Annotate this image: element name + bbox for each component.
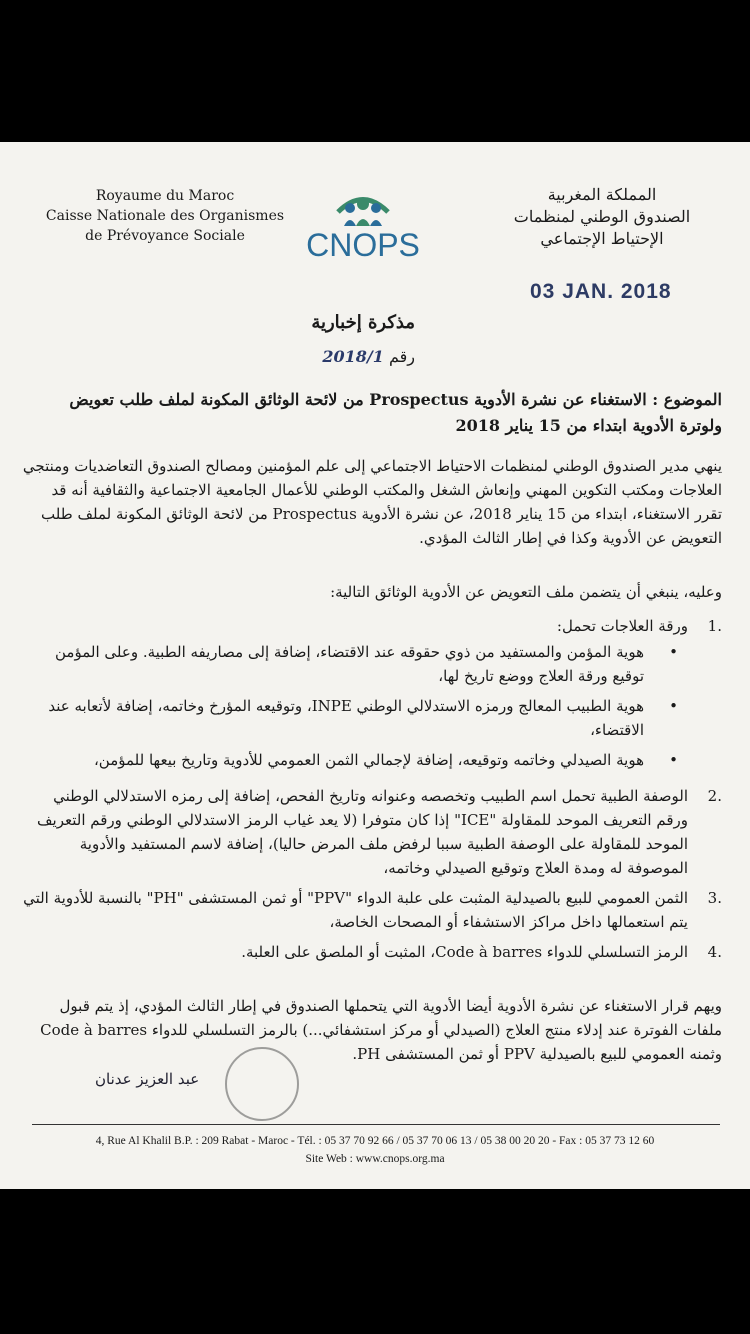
item-number: .2 [707,787,722,805]
official-stamp [225,1047,299,1121]
bullet-icon: • [669,643,678,661]
bullet-icon: • [669,697,678,715]
paragraph-intro: ينهي مدير الصندوق الوطني لمنظمات الاحتياط الاجتماعي إلى علم المؤمنين ومصالح الصندوق التعاضديات ومنتجي العلاجات ومكتب التكوين المهني وإنعاش الشغل والمكتب الوطني للأعمال الجامعية الاجتماعية والثقافية أنه قد تقرر الاستغناء، ابتداء من 15 يناير 2018، عن نشرة الأدوية Prospectus من لائحة الوثائق المكونة لملف طلب التعويض عن الأدوية وكذا في إطار الثالث المؤدي. [22,457,722,547]
item-text: ورقة العلاجات تحمل: [556,617,688,635]
item-number: .1 [707,617,722,635]
bullet-item [22,640,688,688]
bullet-text: هوية الطبيب المعالج ورمزه الاستدلالي الوطني INPE، وتوقيعه المؤرخ وخاتمه، إضافة لأتعابه عند الاقتضاء، [48,697,644,739]
cnops-logo [298,182,428,272]
header-ar-line: المملكة المغربية [547,185,657,204]
header-fr-line: Caisse Nationale des Organismes [45,208,285,224]
family-icon [298,182,428,232]
item-number: .3 [707,889,722,907]
signature: عبد العزيز عدنان [95,1070,200,1088]
bullet-text: هوية المؤمن والمستفيد من ذوي حقوقه عند الاقتضاء، إضافة إلى مصاريفه الطبية. وعلى المؤمن توقيع ورقة العلاج ووضع تاريخ لها، [55,643,644,685]
header-fr-line: Royaume du Maroc [95,188,235,204]
paragraph-closing: ويهم قرار الاستغناء عن نشرة الأدوية أيضا الأدوية التي يتحملها الصندوق في إطار الثالث المؤدي، إذ يتم قبول ملفات الفوترة عند إدلاء منتج العلاج (الصيدلي أو مركز استشفائي...) بالرمز التسلسلي للدواء Code à barres وثمنه العمومي للبيع بالصيدلية PPV أو ثمن المستشفى PH. [40,997,722,1063]
item-number: .4 [707,943,722,961]
reference-number [322,347,415,366]
header-ar-line: الإحتياط الإجتماعي [540,229,664,248]
list-item [22,886,722,934]
header-fr-line: de Prévoyance Sociale [85,228,245,244]
bullet-item [22,748,688,772]
ref-value: 2018/1 [322,347,384,366]
documents-list [22,614,722,970]
website-link[interactable]: www.cnops.org.ma [355,1153,445,1165]
list-item [22,614,722,778]
document-page [0,142,750,1189]
list-item [22,940,722,964]
footer [30,1132,720,1168]
footer-website [30,1150,720,1168]
paragraph-list-intro: وعليه، ينبغي أن يتضمن ملف التعويض عن الأدوية الوثائق التالية: [330,583,722,601]
item-text: الثمن العمومي للبيع بالصيدلية المثبت على علبة الدواء "PPV" أو ثمن المستشفى "PH" بالنسبة للأدوية التي يتم استعمالها داخل مراكز الاستشفاء أو المصحات الخاصة، [23,889,688,931]
date-stamp: 03 JAN. 2018 [530,280,672,303]
footer-address: 4, Rue Al Khalil B.P. : 209 Rabat - Maroc - Tél. : 05 37 70 92 66 / 05 37 70 06 13 / 05 38 00 20 20 - Fax : 05 37 73 12 60 [95,1135,655,1147]
item-text: الوصفة الطبية تحمل اسم الطبيب وتخصصه وعنوانه وتاريخ الفحص، إضافة إلى رمزه الاستدلالي الوطني ورقم التعريف الموحد للمقاولة "ICE" إذا كان متوفرا (لا يعد غياب الرمز الاستدلالي الوطني ورقم التعريف الموحد للمقاولة على الوصفة الطبية سببا لرفض ملف المرض حاليا)، إضافة لاسم المستفيد والأدوية الموصوفة له ومدة العلاج وتوقيع الصيدلي وخاتمه، [37,787,688,877]
logo-wordmark: CNOPS [306,227,420,263]
bullet-icon: • [669,751,678,769]
header-ar-line: الصندوق الوطني لمنظمات [513,207,691,226]
doc-title: مذكرة إخبارية [311,312,415,333]
bullet-text: هوية الصيدلي وخاتمه وتوقيعه، إضافة لإجمالي الثمن العمومي للأدوية وتاريخ بيعها للمؤمن، [93,751,644,769]
website-label: Site Web : [305,1153,353,1165]
header-french [40,186,290,246]
ref-prefix: رقم [388,347,415,366]
list-item [22,784,722,880]
header-arabic [492,184,712,250]
item-text: الرمز التسلسلي للدواء Code à barres، المثبت أو الملصق على العلبة. [241,943,688,961]
bullet-item [22,694,688,742]
subject-line: الموضوع : الاستغناء عن نشرة الأدوية Prospectus من لائحة الوثائق المكونة لملف طلب تعويض ولوترة الأدوية ابتداء من 15 يناير 2018 [69,390,722,435]
footer-divider [32,1124,720,1125]
